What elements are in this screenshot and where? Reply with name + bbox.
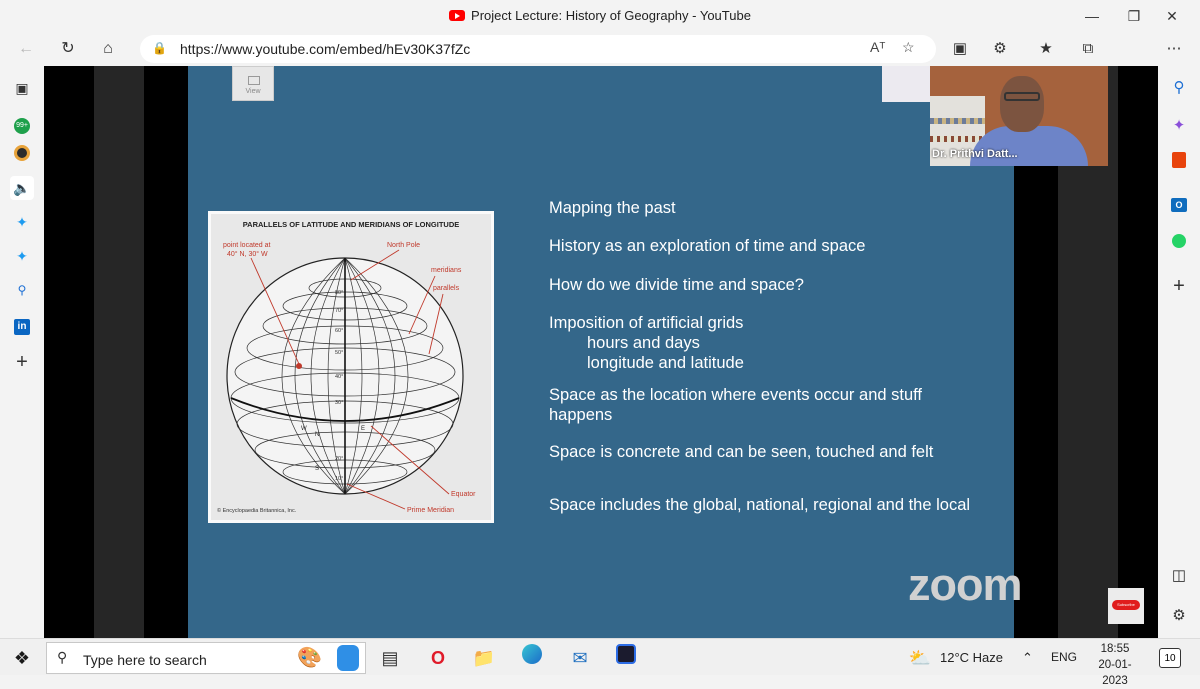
language-indicator[interactable]: ENG bbox=[1051, 650, 1078, 664]
task-view-icon[interactable]: ▤ bbox=[381, 648, 399, 668]
search-placeholder: Type here to search bbox=[83, 652, 207, 668]
bullet-happens: happens bbox=[549, 406, 613, 424]
equator-label: Equator bbox=[451, 491, 476, 498]
svg-text:40°: 40° bbox=[335, 374, 344, 380]
glasses bbox=[1004, 92, 1040, 101]
close-button[interactable]: ✕ bbox=[1166, 8, 1178, 24]
zoom-logo: zoom bbox=[908, 559, 1022, 610]
svg-text:80°: 80° bbox=[335, 290, 344, 296]
search-highlight-icon[interactable]: 🎨 bbox=[297, 647, 322, 669]
meridians-label: meridians bbox=[431, 267, 462, 274]
edge-icon[interactable] bbox=[518, 644, 546, 672]
svg-text:50°: 50° bbox=[335, 350, 344, 356]
svg-text:70°: 70° bbox=[335, 308, 344, 314]
prime-meridian-label: Prime Meridian bbox=[407, 507, 455, 514]
north-pole-label: North Pole bbox=[387, 242, 421, 249]
show-hidden-icons[interactable]: ⌃ bbox=[1022, 650, 1033, 665]
subscribe-label: Subscribe bbox=[1112, 600, 1140, 610]
participant-video[interactable] bbox=[930, 66, 1108, 166]
chat-icon[interactable] bbox=[10, 110, 34, 134]
clock[interactable] bbox=[1086, 641, 1144, 689]
bullet-longitude: longitude and latitude bbox=[587, 354, 744, 372]
office-icon[interactable] bbox=[1167, 152, 1191, 176]
tab-actions-icon[interactable]: ▣ bbox=[15, 80, 29, 96]
file-explorer-icon[interactable]: 📁 bbox=[472, 648, 496, 668]
search-icon[interactable]: ⚲ bbox=[1173, 79, 1185, 96]
url-text: https://www.youtube.com/embed/hEv30K37fZc bbox=[180, 41, 471, 57]
collections-icon[interactable]: ⧉ bbox=[1082, 40, 1094, 57]
clock-time: 18:55 bbox=[1100, 643, 1130, 655]
outlook-icon[interactable]: O bbox=[1167, 192, 1191, 216]
compass-s: S bbox=[315, 466, 320, 472]
located-point-marker bbox=[296, 363, 302, 369]
taskbar-search[interactable] bbox=[46, 642, 366, 674]
favorites-icon[interactable]: ★ bbox=[1039, 40, 1053, 57]
twitter-icon[interactable]: ✦ bbox=[16, 214, 28, 230]
slide-overlay-box bbox=[882, 66, 930, 102]
view-label: View bbox=[245, 88, 261, 95]
compass-w: W bbox=[301, 426, 307, 432]
windows-start-icon[interactable]: ❖ bbox=[13, 648, 31, 668]
map-credit: © Encyclopaedia Britannica, Inc. bbox=[217, 508, 297, 514]
point-label-2: 40° N, 30° W bbox=[227, 251, 268, 258]
bullet-concrete: Space is concrete and can be seen, touched and felt bbox=[549, 443, 934, 461]
presentation-slide bbox=[188, 66, 1022, 638]
window-title bbox=[0, 8, 1200, 23]
read-aloud-icon[interactable]: Aᵀ bbox=[870, 39, 886, 55]
home-button[interactable]: ⌂ bbox=[103, 40, 113, 57]
compass-n: N bbox=[315, 432, 320, 438]
screen-capture-icon[interactable]: ▣ bbox=[952, 40, 968, 57]
plus-icon[interactable]: + bbox=[1173, 275, 1185, 297]
weather-icon[interactable]: ⛅ bbox=[908, 648, 932, 668]
side-strip-left bbox=[94, 66, 144, 638]
left-sidebar bbox=[0, 66, 44, 638]
globe-figure bbox=[208, 211, 494, 523]
window-title-text: Project Lecture: History of Geography - YouTube bbox=[471, 8, 751, 23]
opera-icon[interactable]: O bbox=[430, 648, 445, 668]
lock-icon[interactable]: 🔒 bbox=[152, 41, 167, 55]
bullet-space-location: Space as the location where events occur and stuff bbox=[549, 386, 923, 404]
map-title: PARALLELS OF LATITUDE AND MERIDIANS OF LONGITUDE bbox=[242, 220, 460, 229]
participant-name: Dr. Prithvi Datt... bbox=[932, 148, 1018, 160]
parallels-label: parallels bbox=[433, 285, 460, 292]
mail-icon[interactable]: ✉ bbox=[572, 648, 588, 668]
app-icon[interactable] bbox=[612, 644, 640, 672]
notification-icon[interactable]: 10 bbox=[1159, 648, 1181, 668]
svg-text:60°: 60° bbox=[335, 328, 344, 334]
search-icon: ⚲ bbox=[57, 649, 68, 665]
taskbar bbox=[0, 638, 1200, 687]
clock-date: 20-01-2023 bbox=[1098, 659, 1132, 687]
weather-text[interactable]: 12°C Haze bbox=[940, 650, 1004, 665]
compass-e: E bbox=[361, 426, 366, 432]
settings-icon[interactable]: ⚙ bbox=[1172, 607, 1186, 624]
twitter-icon-2[interactable]: ✦ bbox=[16, 248, 28, 264]
more-menu-icon[interactable]: ⋯ bbox=[1166, 40, 1182, 57]
address-bar bbox=[0, 32, 1200, 66]
participant-head bbox=[1000, 76, 1044, 132]
plus-icon[interactable]: + bbox=[16, 351, 28, 373]
messages-badge: 99+ bbox=[14, 118, 30, 134]
minimize-button[interactable]: — bbox=[1085, 8, 1099, 24]
linkedin-icon[interactable]: in bbox=[10, 312, 34, 336]
url-field[interactable] bbox=[140, 35, 936, 63]
youtube-icon bbox=[449, 10, 465, 21]
subscribe-button[interactable] bbox=[1108, 588, 1144, 624]
extensions-icon[interactable]: ⚙ bbox=[993, 40, 1007, 57]
view-button[interactable] bbox=[232, 66, 274, 101]
search-highlight-bottle-icon[interactable] bbox=[337, 645, 359, 671]
video-area[interactable] bbox=[44, 66, 1158, 638]
title-bar bbox=[0, 0, 1200, 32]
svg-text:30°: 30° bbox=[335, 400, 344, 406]
bullet-includes: Space includes the global, national, regional and the local bbox=[549, 496, 971, 514]
speaker-icon[interactable]: 🔈 bbox=[10, 176, 34, 200]
bullet-history: History as an exploration of time and space bbox=[549, 237, 866, 255]
whatsapp-icon[interactable] bbox=[1167, 232, 1191, 256]
bullet-divide: How do we divide time and space? bbox=[549, 276, 804, 294]
bullet-mapping: Mapping the past bbox=[549, 199, 676, 217]
refresh-button[interactable]: ↻ bbox=[61, 40, 75, 57]
discover-icon[interactable]: ✦ bbox=[1172, 117, 1186, 134]
bullet-grids: Imposition of artificial grids bbox=[549, 314, 744, 332]
back-button[interactable]: ← bbox=[18, 40, 34, 57]
favorites-add-icon[interactable]: ☆ bbox=[902, 39, 915, 55]
right-sidebar bbox=[1158, 66, 1200, 638]
svg-text:10°: 10° bbox=[335, 476, 344, 482]
search-icon[interactable]: ⚲ bbox=[17, 283, 27, 297]
participant-shirt bbox=[970, 126, 1088, 166]
bullet-hours: hours and days bbox=[587, 334, 700, 352]
app-icon[interactable] bbox=[10, 144, 34, 168]
restore-button[interactable]: ❐ bbox=[1127, 8, 1141, 24]
svg-text:20°: 20° bbox=[335, 456, 344, 462]
sidebar-toggle-icon[interactable]: ◫ bbox=[1171, 567, 1187, 584]
point-label-1: point located at bbox=[223, 242, 271, 249]
globe-svg bbox=[211, 214, 491, 520]
